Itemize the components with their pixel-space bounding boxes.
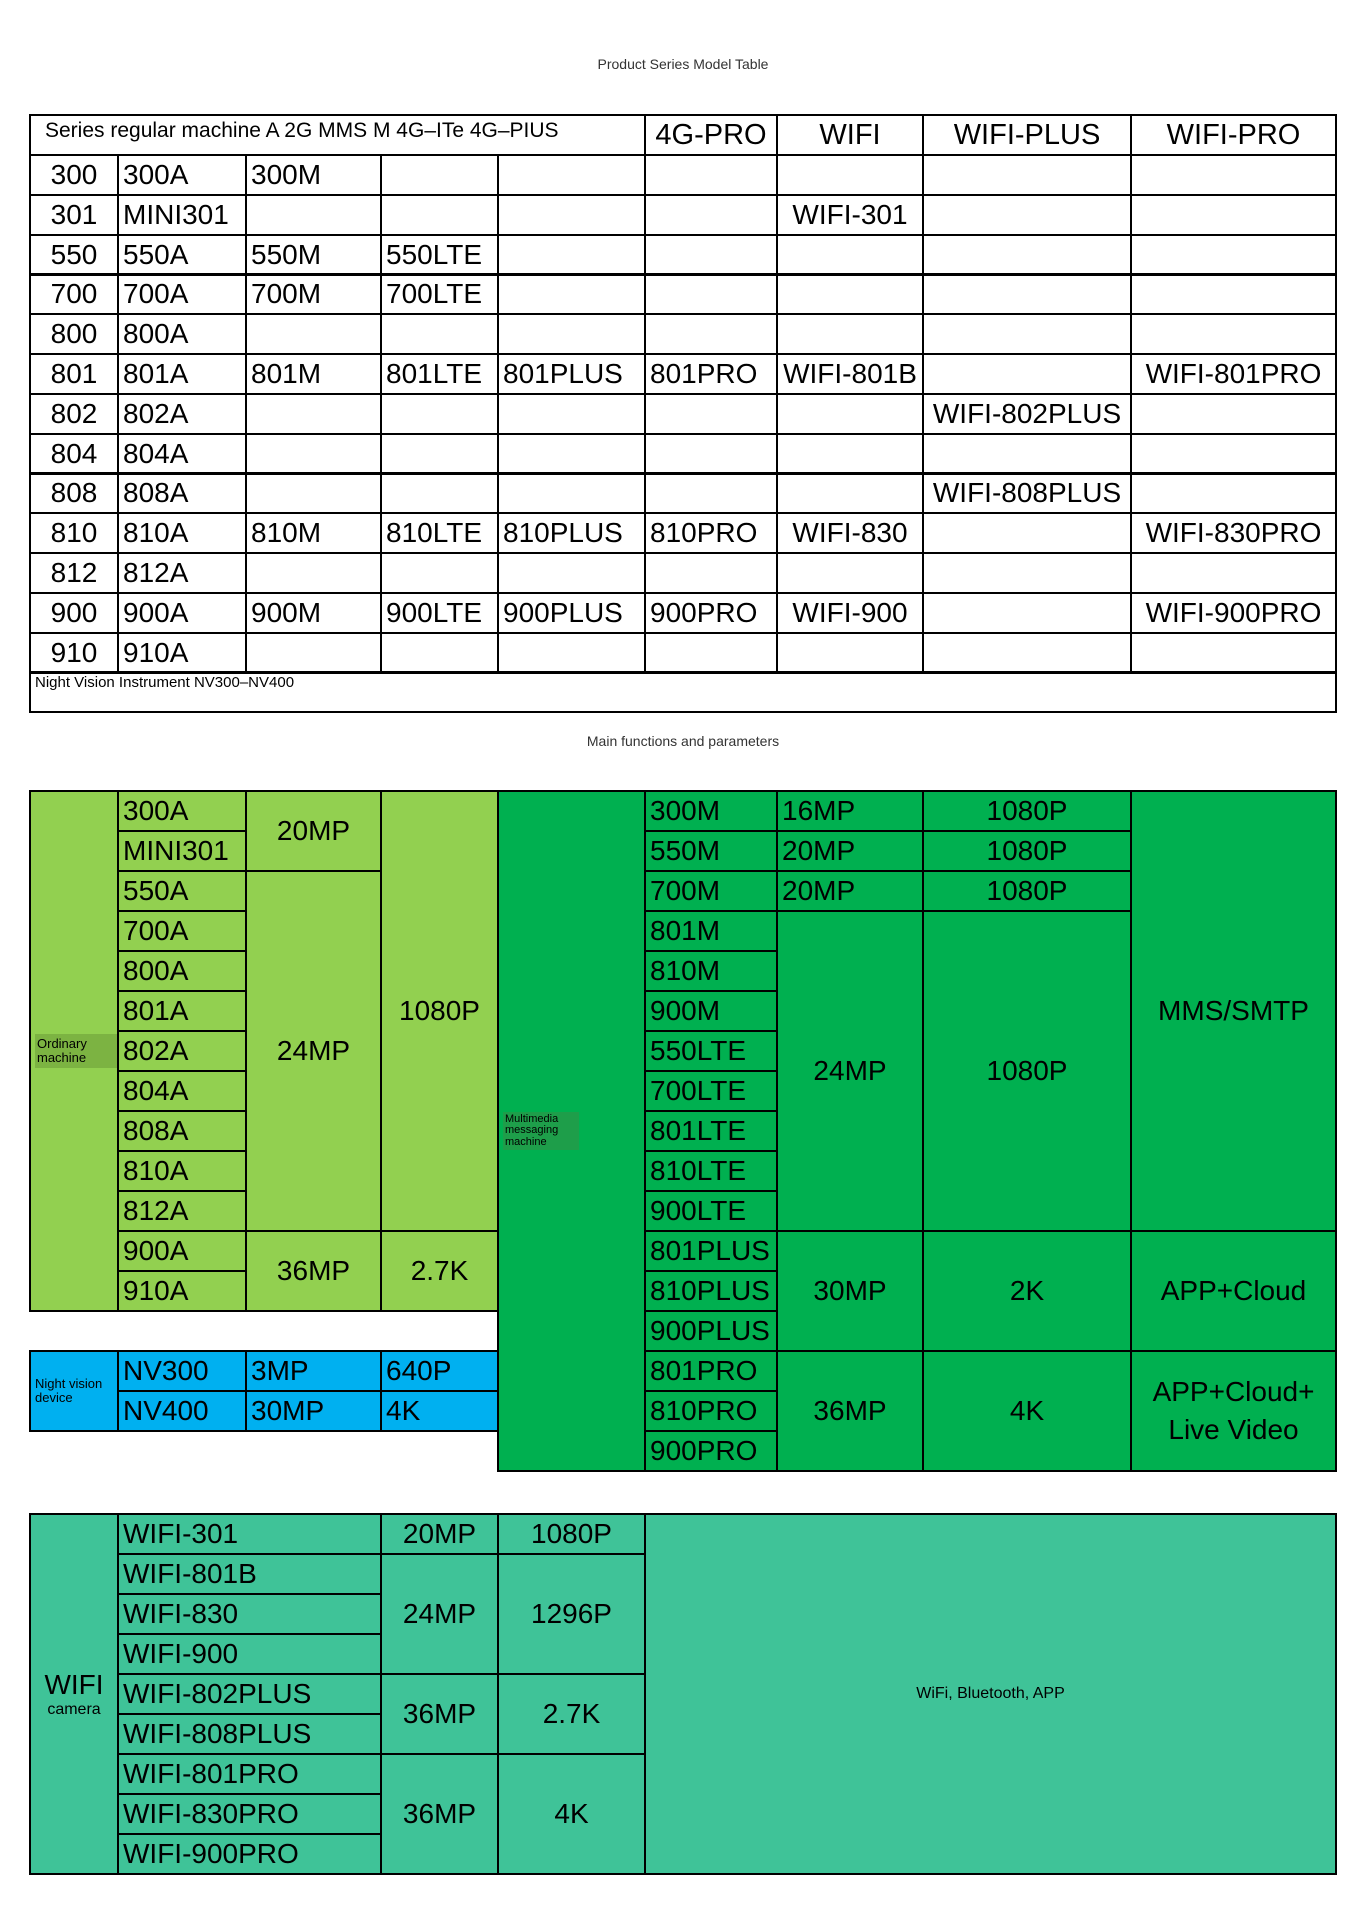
table-cell: 801A xyxy=(117,353,247,395)
table-cell: MINI301 xyxy=(117,194,247,236)
mms-model-cell: 801PRO xyxy=(644,1350,778,1392)
table-cell: 804A xyxy=(117,433,247,475)
wifi-camera-label xyxy=(29,1513,119,1875)
res-cell: 1080P xyxy=(380,790,499,1232)
table-cell xyxy=(1130,433,1337,475)
mms-mp-cell: 24MP xyxy=(776,910,924,1232)
wifi-model-cell: WIFI-801B xyxy=(117,1553,382,1595)
table-cell xyxy=(497,552,646,594)
mms-model-cell: 900M xyxy=(644,990,778,1032)
wifi-mp-cell: 24MP xyxy=(380,1553,499,1675)
ordinary-model-cell: 800A xyxy=(117,950,247,992)
ordinary-model-cell: 801A xyxy=(117,990,247,1032)
table-cell xyxy=(922,234,1132,276)
table-cell xyxy=(922,632,1132,674)
table-cell: 810LTE xyxy=(380,512,499,554)
table-cell xyxy=(245,472,382,514)
table-cell: WIFI-802PLUS xyxy=(922,393,1132,435)
table-cell: 900A xyxy=(117,592,247,634)
ordinary-model-cell: 550A xyxy=(117,870,247,912)
table-cell: WIFI-301 xyxy=(776,194,924,236)
table-cell: WIFI-900 xyxy=(776,592,924,634)
ordinary-machine-label xyxy=(29,790,119,1312)
mms-model-cell: 810LTE xyxy=(644,1150,778,1192)
mms-model-cell: 700M xyxy=(644,870,778,912)
res-cell: 2.7K xyxy=(380,1230,499,1312)
ordinary-model-cell: 910A xyxy=(117,1270,247,1312)
table-cell xyxy=(245,632,382,674)
mms-model-cell: 810PRO xyxy=(644,1390,778,1432)
mms-res-cell: 1080P xyxy=(922,870,1132,912)
mms-res-cell: 1080P xyxy=(922,830,1132,872)
mms-model-cell: 550LTE xyxy=(644,1030,778,1072)
table-cell: 808 xyxy=(29,472,119,514)
table-cell xyxy=(776,234,924,276)
table-cell: 808A xyxy=(117,472,247,514)
table-cell xyxy=(644,313,778,355)
ordinary-model-cell: 808A xyxy=(117,1110,247,1152)
wifi-mp-cell: 20MP xyxy=(380,1513,499,1555)
night-vision-label xyxy=(29,1350,119,1432)
table-cell xyxy=(497,393,646,435)
table-cell xyxy=(644,234,778,276)
mms-model-cell: 900PLUS xyxy=(644,1310,778,1352)
mms-feature-cell: APP+Cloud xyxy=(1130,1230,1337,1352)
mms-res-cell: 4K xyxy=(922,1350,1132,1472)
table-cell: 700A xyxy=(117,273,247,315)
functions-title: Main functions and parameters xyxy=(586,733,780,749)
table-cell xyxy=(497,632,646,674)
mms-model-cell: 801M xyxy=(644,910,778,952)
table-cell xyxy=(644,393,778,435)
table-cell: 801PLUS xyxy=(497,353,646,395)
table-cell: 301 xyxy=(29,194,119,236)
table-cell xyxy=(776,552,924,594)
wifi-label-small: camera xyxy=(47,1700,101,1718)
table-cell xyxy=(1130,552,1337,594)
table-cell xyxy=(497,194,646,236)
wifi-model-cell: WIFI-802PLUS xyxy=(117,1673,382,1715)
night-label-text: Night vision device xyxy=(35,1376,103,1405)
table-cell xyxy=(245,194,382,236)
table-cell xyxy=(1130,393,1337,435)
table-cell xyxy=(776,273,924,315)
wifi-res-cell: 1296P xyxy=(497,1553,646,1675)
ordinary-model-cell: 700A xyxy=(117,910,247,952)
table-cell: 900PLUS xyxy=(497,592,646,634)
table-cell: 802 xyxy=(29,393,119,435)
table-cell: WIFI-808PLUS xyxy=(922,472,1132,514)
mms-res-cell: 1080P xyxy=(922,910,1132,1232)
table-cell: 801PRO xyxy=(644,353,778,395)
table-cell: 812 xyxy=(29,552,119,594)
table-cell xyxy=(644,472,778,514)
ordinary-label-text: Ordinary machine xyxy=(35,1034,117,1067)
table-cell xyxy=(1130,234,1337,276)
header-cell: WIFI-PLUS xyxy=(922,114,1132,156)
ordinary-model-cell: 804A xyxy=(117,1070,247,1112)
table-cell: 812A xyxy=(117,552,247,594)
night-model-cell: NV400 xyxy=(117,1390,247,1432)
table-cell: 700M xyxy=(245,273,382,315)
mms-res-cell: 2K xyxy=(922,1230,1132,1352)
mms-feature-cell: MMS/SMTP xyxy=(1130,790,1337,1232)
table-cell xyxy=(245,433,382,475)
header-series-cell: Series regular machine A 2G MMS M 4G–ITe 4G–PIUS xyxy=(29,114,646,156)
wifi-model-cell: WIFI-801PRO xyxy=(117,1753,382,1795)
table-cell xyxy=(922,433,1132,475)
night-res-cell: 4K xyxy=(380,1390,499,1432)
table-cell: 800A xyxy=(117,313,247,355)
table-cell xyxy=(497,154,646,196)
table-cell: 802A xyxy=(117,393,247,435)
table-cell: 810 xyxy=(29,512,119,554)
table-cell xyxy=(380,632,499,674)
table-cell xyxy=(776,154,924,196)
table-cell xyxy=(1130,273,1337,315)
table-cell: 900M xyxy=(245,592,382,634)
table-cell xyxy=(245,552,382,594)
table-cell: 900 xyxy=(29,592,119,634)
table-cell xyxy=(497,313,646,355)
mms-mp-cell: 16MP xyxy=(776,790,924,832)
table-cell: 810PRO xyxy=(644,512,778,554)
wifi-res-cell: 1080P xyxy=(497,1513,646,1555)
table-cell xyxy=(776,393,924,435)
night-mp-cell: 30MP xyxy=(245,1390,382,1432)
table-cell xyxy=(497,472,646,514)
table-cell: 550A xyxy=(117,234,247,276)
wifi-model-cell: WIFI-301 xyxy=(117,1513,382,1555)
mms-mp-cell: 20MP xyxy=(776,870,924,912)
table-cell: 804 xyxy=(29,433,119,475)
mms-res-cell: 1080P xyxy=(922,790,1132,832)
night-res-cell: 640P xyxy=(380,1350,499,1392)
mms-label xyxy=(497,790,646,1472)
mms-model-cell: 801LTE xyxy=(644,1110,778,1152)
table-cell: WIFI-830PRO xyxy=(1130,512,1337,554)
table-cell: 910A xyxy=(117,632,247,674)
table-cell xyxy=(380,313,499,355)
table-cell xyxy=(497,433,646,475)
table-cell xyxy=(1130,632,1337,674)
table-cell xyxy=(1130,194,1337,236)
ordinary-model-cell: MINI301 xyxy=(117,830,247,872)
mms-mp-cell: 30MP xyxy=(776,1230,924,1352)
mms-model-cell: 900PRO xyxy=(644,1430,778,1472)
table-cell xyxy=(922,552,1132,594)
table-cell xyxy=(644,433,778,475)
table-cell: 700LTE xyxy=(380,273,499,315)
mms-model-cell: 550M xyxy=(644,830,778,872)
table-cell xyxy=(644,632,778,674)
table-cell xyxy=(776,433,924,475)
table-cell: 300A xyxy=(117,154,247,196)
wifi-model-cell: WIFI-830PRO xyxy=(117,1793,382,1835)
ordinary-model-cell: 810A xyxy=(117,1150,247,1192)
wifi-model-cell: WIFI-830 xyxy=(117,1593,382,1635)
header-cell: 4G-PRO xyxy=(644,114,778,156)
mms-feature-cell: APP+Cloud+ Live Video xyxy=(1130,1350,1337,1472)
wifi-res-cell: 2.7K xyxy=(497,1673,646,1755)
mms-label-text: Multimedia messaging machine xyxy=(503,1112,579,1151)
ordinary-model-cell: 300A xyxy=(117,790,247,832)
table-cell: 910 xyxy=(29,632,119,674)
table-cell xyxy=(497,234,646,276)
mp-cell: 24MP xyxy=(245,870,382,1232)
mms-model-cell: 801PLUS xyxy=(644,1230,778,1272)
table-cell xyxy=(922,353,1132,395)
mms-model-cell: 810PLUS xyxy=(644,1270,778,1312)
wifi-mp-cell: 36MP xyxy=(380,1753,499,1875)
table-cell: 801LTE xyxy=(380,353,499,395)
mms-mp-cell: 20MP xyxy=(776,830,924,872)
table-cell: 801M xyxy=(245,353,382,395)
mp-cell: 36MP xyxy=(245,1230,382,1312)
table-cell xyxy=(922,154,1132,196)
table-cell: 810M xyxy=(245,512,382,554)
table-cell xyxy=(380,472,499,514)
night-vision-footer: Night Vision Instrument NV300–NV400 xyxy=(29,671,1337,713)
table-cell xyxy=(245,393,382,435)
ordinary-model-cell: 812A xyxy=(117,1190,247,1232)
table-cell xyxy=(1130,313,1337,355)
table-cell xyxy=(1130,472,1337,514)
mms-model-cell: 700LTE xyxy=(644,1070,778,1112)
table-cell: 810A xyxy=(117,512,247,554)
wifi-mp-cell: 36MP xyxy=(380,1673,499,1755)
table-cell: WIFI-801B xyxy=(776,353,924,395)
table-cell: WIFI-900PRO xyxy=(1130,592,1337,634)
mms-model-cell: 300M xyxy=(644,790,778,832)
table-cell xyxy=(380,552,499,594)
mms-mp-cell: 36MP xyxy=(776,1350,924,1472)
table-cell: 700 xyxy=(29,273,119,315)
table-cell: 550M xyxy=(245,234,382,276)
header-cell: WIFI xyxy=(776,114,924,156)
table-cell xyxy=(776,313,924,355)
wifi-model-cell: WIFI-900PRO xyxy=(117,1833,382,1875)
mms-model-cell: 810M xyxy=(644,950,778,992)
mp-cell: 20MP xyxy=(245,790,382,872)
wifi-res-cell: 4K xyxy=(497,1753,646,1875)
table-cell xyxy=(644,154,778,196)
table-cell: 800 xyxy=(29,313,119,355)
table-cell: WIFI-801PRO xyxy=(1130,353,1337,395)
table-cell xyxy=(922,313,1132,355)
table-cell: 300M xyxy=(245,154,382,196)
night-mp-cell: 3MP xyxy=(245,1350,382,1392)
ordinary-model-cell: 900A xyxy=(117,1230,247,1272)
table-cell: 900PRO xyxy=(644,592,778,634)
table-cell xyxy=(380,433,499,475)
table-cell: 801 xyxy=(29,353,119,395)
table-cell: WIFI-830 xyxy=(776,512,924,554)
table-cell xyxy=(776,632,924,674)
mms-model-cell: 900LTE xyxy=(644,1190,778,1232)
table-cell: 550 xyxy=(29,234,119,276)
table-cell xyxy=(922,194,1132,236)
table-cell xyxy=(1130,154,1337,196)
table-cell xyxy=(644,552,778,594)
table-cell xyxy=(922,592,1132,634)
table-cell xyxy=(497,273,646,315)
table-cell: 550LTE xyxy=(380,234,499,276)
table-cell xyxy=(380,393,499,435)
table-cell xyxy=(922,273,1132,315)
table-cell xyxy=(245,313,382,355)
night-model-cell: NV300 xyxy=(117,1350,247,1392)
table-cell xyxy=(922,512,1132,554)
ordinary-model-cell: 802A xyxy=(117,1030,247,1072)
wifi-model-cell: WIFI-808PLUS xyxy=(117,1713,382,1755)
table-cell xyxy=(776,472,924,514)
table-cell: 900LTE xyxy=(380,592,499,634)
table-cell: 300 xyxy=(29,154,119,196)
table-cell xyxy=(644,194,778,236)
wifi-features-cell: WiFi, Bluetooth, APP xyxy=(644,1513,1337,1875)
table-cell xyxy=(380,154,499,196)
table-cell xyxy=(644,273,778,315)
table-cell: 810PLUS xyxy=(497,512,646,554)
wifi-model-cell: WIFI-900 xyxy=(117,1633,382,1675)
header-cell: WIFI-PRO xyxy=(1130,114,1337,156)
table-cell xyxy=(380,194,499,236)
product-table-title: Product Series Model Table xyxy=(597,56,769,72)
wifi-label-big: WIFI xyxy=(44,1668,104,1700)
